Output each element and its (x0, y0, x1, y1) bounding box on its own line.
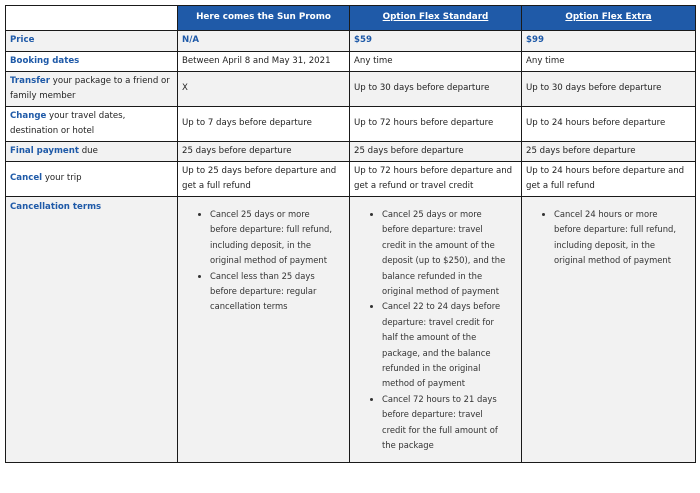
row-label-final-bold: Final payment (10, 145, 79, 156)
row-label-transfer-rest: your package to a friend or family member (10, 75, 170, 101)
row-label-booking (6, 52, 178, 72)
row-label-price (6, 31, 178, 52)
row-label-final-rest: due (78, 145, 98, 156)
row-label-final (6, 142, 178, 162)
row-cancel (6, 162, 696, 197)
row-label-cancel (6, 162, 178, 197)
options-comparison-table (5, 5, 696, 463)
terms-list-standard (354, 207, 517, 454)
header-flex-extra-link[interactable]: Option Flex Extra (565, 12, 652, 23)
cell-price-standard: $59 (350, 31, 522, 52)
cell-price-promo: N/A (178, 31, 350, 52)
cell-transfer-extra: Up to 30 days before departure (522, 72, 696, 107)
terms-list-promo (182, 207, 345, 315)
row-change (6, 107, 696, 142)
comparison-table-container (5, 5, 696, 463)
list-item: • Cancel 72 hours to 21 days before departure: travel credit for the full amount of the package (382, 392, 509, 454)
list-item: • Cancel less than 25 days before departure: regular cancellation terms (210, 269, 337, 315)
cell-change-standard: Up to 72 hours before departure (350, 107, 522, 142)
cell-change-promo: Up to 7 days before departure (178, 107, 350, 142)
terms-list-extra (526, 207, 691, 269)
row-booking-dates (6, 52, 696, 72)
list-item: • Cancel 24 hours or more before departure: full refund, including deposit, in the original method of payment (554, 207, 683, 269)
cell-terms-promo (178, 197, 350, 463)
header-flex-standard[interactable] (350, 6, 522, 31)
header-row (6, 6, 696, 31)
cell-final-extra: 25 days before departure (522, 142, 696, 162)
header-flex-standard-link[interactable]: Option Flex Standard (382, 12, 489, 23)
row-label-transfer-bold: Transfer (10, 75, 50, 86)
cell-transfer-standard: Up to 30 days before departure (350, 72, 522, 107)
row-label-terms-bold: Cancellation terms (10, 202, 102, 212)
header-promo (178, 6, 350, 31)
row-label-transfer (6, 72, 178, 107)
cell-final-standard: 25 days before departure (350, 142, 522, 162)
row-label-price-bold: Price (10, 35, 35, 46)
cell-booking-standard: Any time (350, 52, 522, 72)
row-final-payment (6, 142, 696, 162)
row-price (6, 31, 696, 52)
row-cancellation-terms (6, 197, 696, 463)
row-label-change-rest: your travel dates, destination or hotel (10, 110, 126, 136)
header-promo-label: Here comes the Sun Promo (196, 12, 331, 23)
cell-terms-standard (350, 197, 522, 463)
row-transfer (6, 72, 696, 107)
cell-cancel-extra: Up to 24 hours before departure and get a full refund (522, 162, 696, 197)
list-item: • Cancel 22 to 24 days before departure: travel credit for half the amount of the package, and the balance refunded in the original method of payment (382, 299, 509, 391)
row-label-booking-bold: Booking dates (10, 55, 80, 66)
row-label-cancel-rest: your trip (42, 173, 82, 184)
cell-transfer-promo: X (178, 72, 350, 107)
row-label-terms (6, 197, 178, 463)
list-item: • Cancel 25 days or more before departure: travel credit in the amount of the deposit (up to $250), and the balance refunded in the original method of payment (382, 207, 509, 299)
row-label-change (6, 107, 178, 142)
cell-final-promo: 25 days before departure (178, 142, 350, 162)
header-flex-extra[interactable] (522, 6, 696, 31)
cell-change-extra: Up to 24 hours before departure (522, 107, 696, 142)
header-corner-cell (6, 6, 178, 31)
row-label-change-bold: Change (10, 110, 47, 121)
cell-terms-extra (522, 197, 696, 463)
cell-cancel-promo: Up to 25 days before departure and get a full refund (178, 162, 350, 197)
list-item: • Cancel 25 days or more before departure: full refund, including deposit, in the original method of payment (210, 207, 337, 269)
cell-booking-extra: Any time (522, 52, 696, 72)
cell-booking-promo: Between April 8 and May 31, 2021 (178, 52, 350, 72)
cell-price-extra: $99 (522, 31, 696, 52)
cell-cancel-standard: Up to 72 hours before departure and get a refund or travel credit (350, 162, 522, 197)
row-label-cancel-bold: Cancel (10, 173, 43, 184)
